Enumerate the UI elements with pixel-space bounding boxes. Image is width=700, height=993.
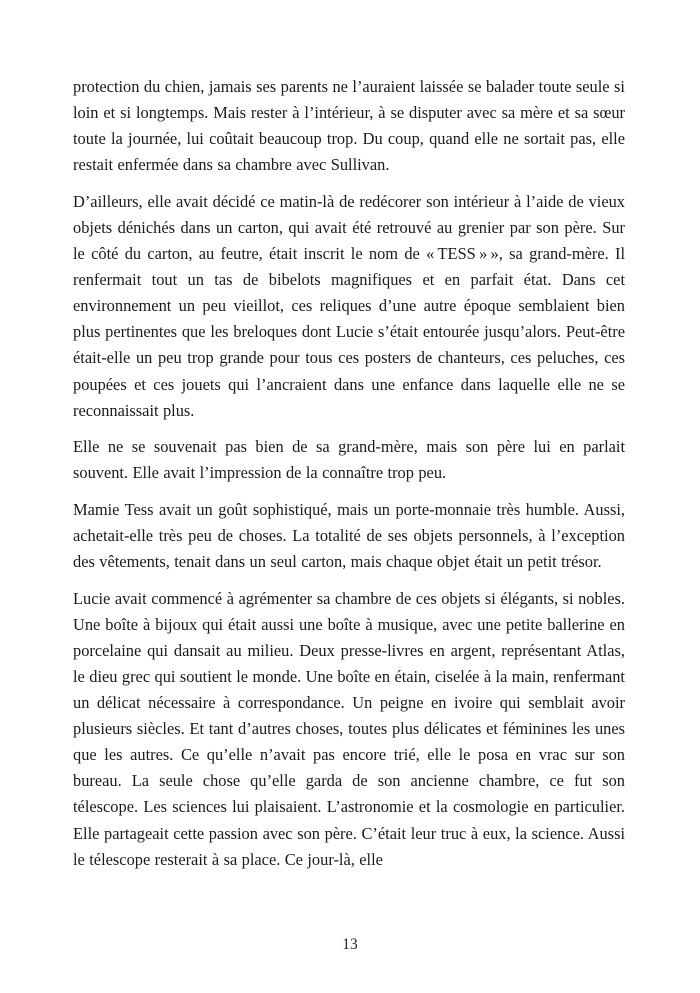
- body-paragraph: Elle ne se souvenait pas bien de sa grand-mère, mais son père lui en parlait souvent. Elle avait l’impression de la connaître trop peu.: [73, 437, 625, 483]
- body-paragraph: Lucie avait commencé à agrémenter sa chambre de ces objets si élégants, si nobles. Une boîte à bijoux qui était aussi une boîte à musique, avec une petite ballerine en porcelaine qui dansait au milieu. Deux presse-livres en argent, représentant Atlas, le dieu grec qui soutient le monde. Une boîte en étain, ciselée à la main, renfermant un délicat nécessaire à correspondance. Un peigne en ivoire qui semblait avoir plusieurs siècles. Et tant d’autres choses, toutes plus délicates et féminines les unes que les autres. Ce qu’elle n’avait pas encore trié, elle le posa en vrac sur son bureau. La seule chose qu’elle garda de son ancienne chambre, ce fut son télescope. Les sciences lui plaisaient. L’astronomie et la cosmologie en particulier. Elle partageait cette passion avec son père. C’était leur truc à eux, la science. Aussi le télescope resterait à sa place. Ce jour-là, elle: [73, 588, 625, 869]
- body-paragraph: Mamie Tess avait un goût sophistiqué, mais un porte-monnaie très humble. Aussi, achetait-elle très peu de choses. La totalité de ses objets personnels, à l’exception des vêtements, tenait dans un seul carton, mais chaque objet était un petit trésor.: [73, 499, 625, 572]
- page-body-text: [73, 74, 625, 873]
- page-number: 13: [342, 936, 358, 953]
- body-paragraph: D’ailleurs, elle avait décidé ce matin-là de redécorer son intérieur à l’aide de vieux objets dénichés dans un carton, qui avait été retrouvé au grenier par son père. Sur le côté du carton, au feutre, était inscrit le nom de « TESS » », sa grand-mère. Il renfermait tout un tas de bibelots magnifiques et en parfait état. Dans cet environnement un peu vieillot, ces reliques d’une autre époque semblaient bien plus pertinentes que les breloques dont Lucie s’était entourée jusqu’alors. Peut-être était-elle un peu trop grande pour tous ces posters de chanteurs, ces peluches, ces poupées et ces jouets qui l’ancraient dans une enfance dans laquelle elle ne se reconnaissait plus.: [73, 191, 625, 420]
- body-paragraph: protection du chien, jamais ses parents ne l’auraient laissée se balader toute seule si loin et si longtemps. Mais rester à l’intérieur, à se disputer avec sa mère et sa sœur toute la journée, lui coûtait beaucoup trop. Du coup, quand elle ne sortait pas, elle restait enfermée dans sa chambre avec Sullivan.: [73, 77, 625, 175]
